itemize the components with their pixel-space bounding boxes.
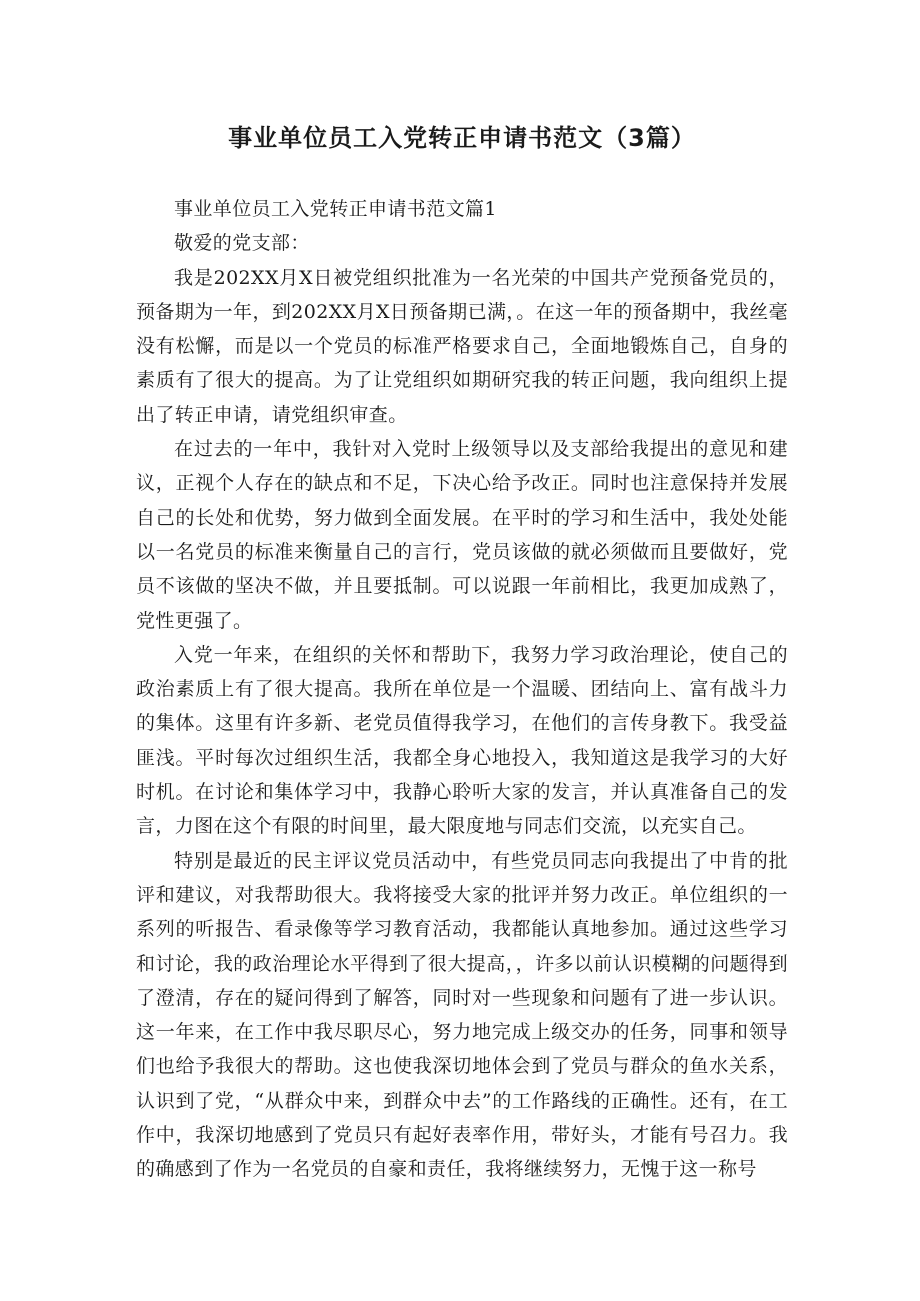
document-title: 事业单位员工入党转正申请书范文（3篇） [228, 124, 696, 152]
paragraph: 我是202XX月X日被党组织批准为一名光荣的中国共产党预备党员的，预备期为一年，到202XX月X日预备期已满，。在这一年的预备期中，我丝毫没有松懈，而是以一个党员的标准严格要求自己，全面地锻炼自己，自身的素质有了很大的提高。为了让党组织如期研究我的转正问题，我向组织上提出了转正申请，请党组织审查。 [136, 266, 788, 426]
salutation: 敬爱的党支部： [174, 232, 310, 255]
document-body [136, 192, 788, 1187]
paragraph: 特别是最近的民主评议党员活动中，有些党员同志向我提出了中肯的批评和建议，对我帮助很大。我将接受大家的批评并努力改正。单位组织的一系列的听报告、看录像等学习教育活动，我都能认真地参加。通过这些学习和讨论，我的政治理论水平得到了很大提高，，许多以前认识模糊的问题得到了澄清，存在的疑问得到了解答，同时对一些现象和问题有了进一步认识。这一年来，在工作中我尽职尽心，努力地完成上级交办的任务，同事和领导们也给予我很大的帮助。这也使我深切地体会到了党员与群众的鱼水关系，认识到了党，“从群众中来，到群众中去”的工作路线的正确性。还有，在工作中，我深切地感到了党员只有起好表率作用，带好头，才能有号召力。我的确感到了作为一名党员的自豪和责任，我将继续努力，无愧于这一称号 [136, 849, 788, 1181]
paragraph: 在过去的一年中，我针对入党时上级领导以及支部给我提出的意见和建议，正视个人存在的缺点和不足，下决心给予改正。同时也注意保持并发展自己的长处和优势，努力做到全面发展。在平时的学习和生活中，我处处能以一名党员的标准来衡量自己的言行，党员该做的就必须做而且要做好，党员不该做的坚决不做，并且要抵制。可以说跟一年前相比，我更加成熟了，党性更强了。 [136, 438, 788, 632]
paragraph: 入党一年来，在组织的关怀和帮助下，我努力学习政治理论，使自己的政治素质上有了很大提高。我所在单位是一个温暖、团结向上、富有战斗力的集体。这里有许多新、老党员值得我学习，在他们的言传身教下。我受益匪浅。平时每次过组织生活，我都全身心地投入，我知道这是我学习的大好时机。在讨论和集体学习中，我静心聆听大家的发言，并认真准备自己的发言，力图在这个有限的时间里，最大限度地与同志们交流，以充实自己。 [136, 643, 788, 838]
section-heading: 事业单位员工入党转正申请书范文篇1 [174, 198, 497, 220]
